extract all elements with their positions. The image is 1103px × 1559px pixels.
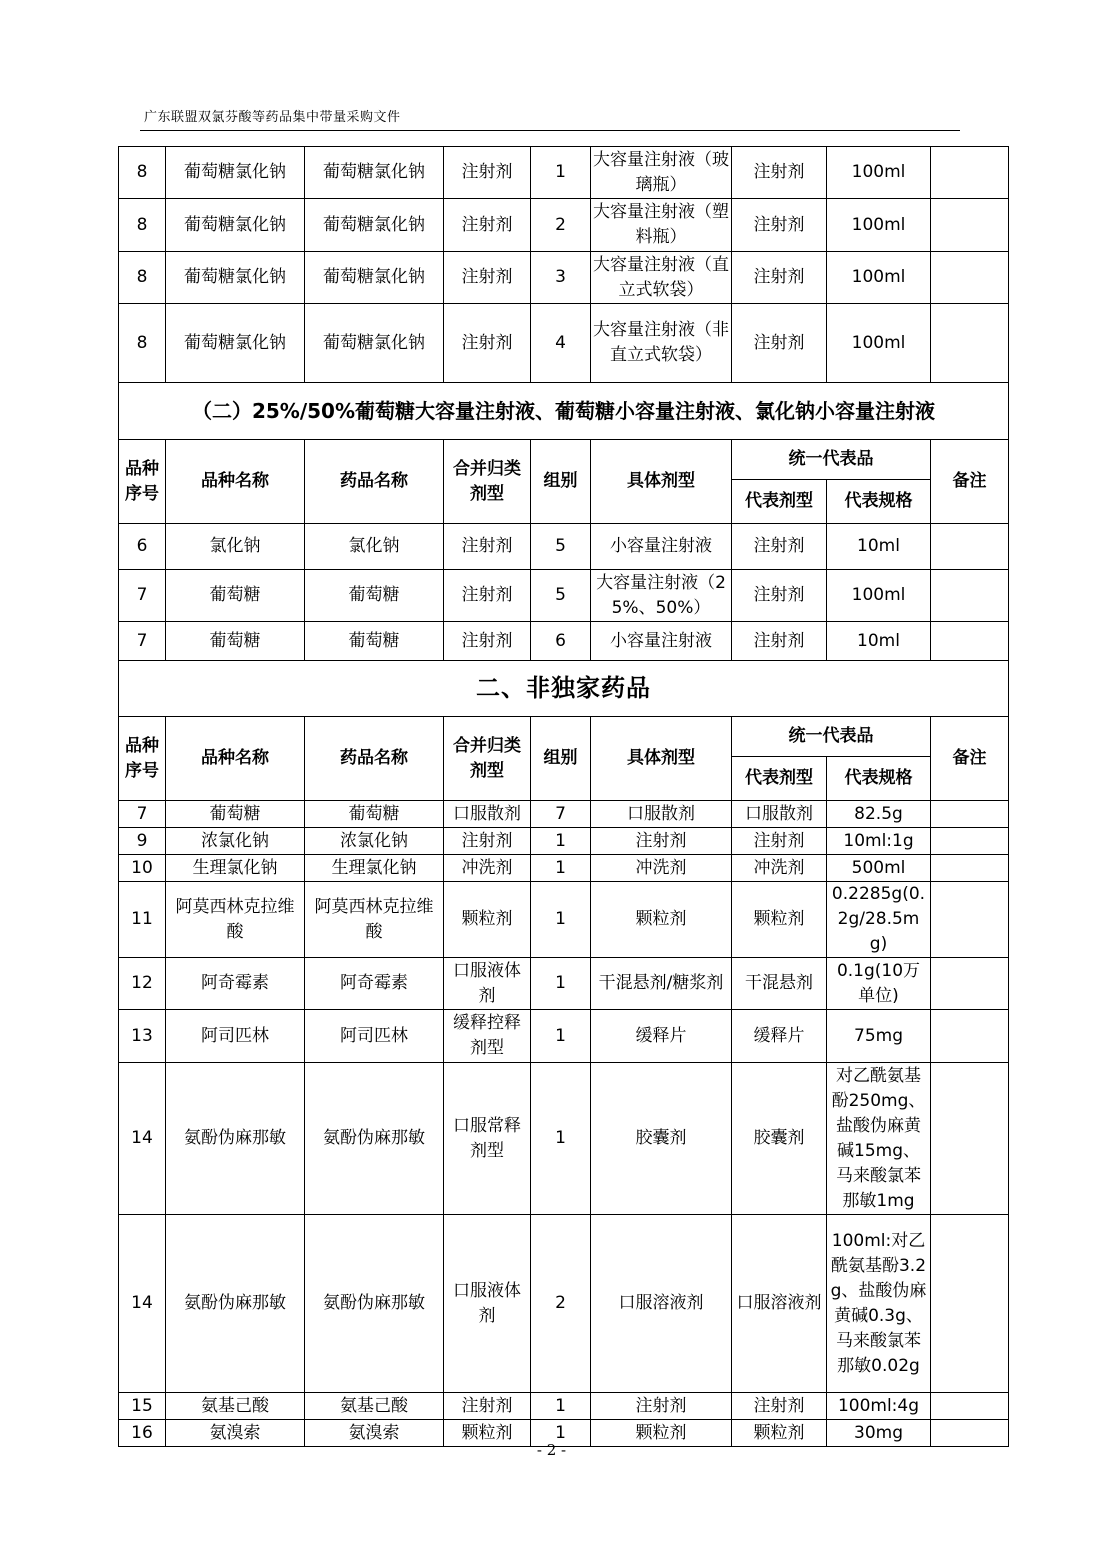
cell-seq: 13 [119,1010,166,1063]
cell-drug: 阿奇霉素 [305,958,444,1010]
table-row [119,147,1009,199]
cell-group: 3 [531,252,591,304]
cell-note [931,855,1009,882]
table2-body [119,524,1009,661]
cell-rep-spec: 100ml:对乙酰氨基酚3.2g、盐酸伪麻黄碱0.3g、马来酸氯苯那敏0.02g [827,1215,931,1393]
column-header-form: 具体剂型 [591,717,732,801]
cell-merged: 口服常释剂型 [444,1063,531,1215]
cell-group: 1 [531,828,591,855]
cell-seq: 7 [119,622,166,661]
cell-group: 1 [531,882,591,958]
cell-variety: 氯化钠 [166,524,305,570]
cell-note [931,252,1009,304]
column-header-rep: 统一代表品 [732,440,931,480]
table-row [119,1215,1009,1393]
cell-variety: 葡萄糖 [166,801,305,828]
cell-merged: 注射剂 [444,252,531,304]
cell-variety: 阿奇霉素 [166,958,305,1010]
column-header-variety: 品种名称 [166,717,305,801]
cell-form: 口服散剂 [591,801,732,828]
cell-rep-spec: 100ml [827,199,931,252]
column-header-form: 具体剂型 [591,440,732,524]
table2-header [119,440,1009,524]
table3-header [119,717,1009,801]
cell-merged: 口服液体剂 [444,958,531,1010]
cell-drug: 浓氯化钠 [305,828,444,855]
cell-note [931,1393,1009,1420]
cell-note [931,570,1009,622]
cell-note [931,828,1009,855]
cell-rep-form: 注射剂 [732,524,827,570]
cell-drug: 阿莫西林克拉维酸 [305,882,444,958]
cell-drug: 氨酚伪麻那敏 [305,1063,444,1215]
cell-seq: 8 [119,304,166,383]
header-row [119,717,1009,757]
cell-group: 6 [531,622,591,661]
cell-note [931,524,1009,570]
column-header-drug: 药品名称 [305,440,444,524]
cell-drug: 葡萄糖 [305,570,444,622]
cell-rep-spec: 0.1g(10万单位) [827,958,931,1010]
header-row [119,440,1009,480]
cell-variety: 氨酚伪麻那敏 [166,1215,305,1393]
table-row [119,252,1009,304]
drug-procurement-table [118,146,1009,1447]
cell-form: 注射剂 [591,1393,732,1420]
column-header-rep-form: 代表剂型 [732,480,827,524]
cell-seq: 9 [119,828,166,855]
cell-rep-form: 注射剂 [732,570,827,622]
column-header-rep-spec: 代表规格 [827,757,931,801]
cell-merged: 冲洗剂 [444,855,531,882]
cell-merged: 注射剂 [444,199,531,252]
table1-body [119,147,1009,383]
section2-block [119,661,1009,717]
table-row [119,1010,1009,1063]
cell-rep-spec: 30mg [827,1420,931,1447]
table-row [119,828,1009,855]
column-header-variety: 品种名称 [166,440,305,524]
cell-variety: 浓氯化钠 [166,828,305,855]
cell-note [931,622,1009,661]
cell-form: 颗粒剂 [591,882,732,958]
cell-drug: 氯化钠 [305,524,444,570]
cell-group: 7 [531,801,591,828]
cell-seq: 6 [119,524,166,570]
cell-form: 小容量注射液 [591,622,732,661]
table-row [119,570,1009,622]
cell-merged: 口服散剂 [444,801,531,828]
column-header-rep-spec: 代表规格 [827,480,931,524]
cell-rep-form: 冲洗剂 [732,855,827,882]
column-header-rep: 统一代表品 [732,717,931,757]
table-row [119,622,1009,661]
column-header-drug: 药品名称 [305,717,444,801]
cell-note [931,1010,1009,1063]
cell-rep-form: 注射剂 [732,1393,827,1420]
cell-rep-spec: 100ml:4g [827,1393,931,1420]
cell-seq: 8 [119,147,166,199]
cell-group: 1 [531,1393,591,1420]
cell-variety: 葡萄糖氯化钠 [166,252,305,304]
cell-variety: 葡萄糖氯化钠 [166,304,305,383]
cell-drug: 葡萄糖 [305,622,444,661]
cell-merged: 注射剂 [444,524,531,570]
cell-note [931,1215,1009,1393]
cell-group: 5 [531,524,591,570]
table-row [119,882,1009,958]
cell-form: 冲洗剂 [591,855,732,882]
column-header-merged: 合并归类剂型 [444,717,531,801]
cell-form: 大容量注射液（非直立式软袋） [591,304,732,383]
cell-drug: 葡萄糖氯化钠 [305,147,444,199]
cell-note [931,801,1009,828]
cell-form: 大容量注射液（塑料瓶） [591,199,732,252]
column-header-seq: 品种序号 [119,440,166,524]
table-row [119,801,1009,828]
cell-note [931,304,1009,383]
cell-rep-spec: 10ml [827,524,931,570]
cell-form: 颗粒剂 [591,1420,732,1447]
section1-block [119,383,1009,440]
cell-rep-spec: 10ml [827,622,931,661]
cell-group: 1 [531,147,591,199]
cell-seq: 15 [119,1393,166,1420]
cell-variety: 阿莫西林克拉维酸 [166,882,305,958]
cell-rep-spec: 100ml [827,252,931,304]
column-header-group: 组别 [531,717,591,801]
cell-variety: 氨溴索 [166,1420,305,1447]
table-row [119,1393,1009,1420]
cell-variety: 葡萄糖氯化钠 [166,199,305,252]
cell-rep-form: 注射剂 [732,252,827,304]
cell-seq: 14 [119,1063,166,1215]
cell-drug: 阿司匹林 [305,1010,444,1063]
cell-group: 1 [531,1420,591,1447]
cell-form: 小容量注射液 [591,524,732,570]
cell-rep-form: 干混悬剂 [732,958,827,1010]
table-row [119,855,1009,882]
cell-group: 1 [531,855,591,882]
page-number: - 2 - [536,1441,567,1459]
column-header-merged: 合并归类剂型 [444,440,531,524]
cell-rep-spec: 100ml [827,304,931,383]
cell-variety: 葡萄糖氯化钠 [166,147,305,199]
cell-merged: 注射剂 [444,828,531,855]
cell-rep-spec: 10ml:1g [827,828,931,855]
column-header-group: 组别 [531,440,591,524]
cell-rep-spec: 82.5g [827,801,931,828]
table-row [119,1063,1009,1215]
cell-variety: 阿司匹林 [166,1010,305,1063]
cell-merged: 缓释控释剂型 [444,1010,531,1063]
cell-variety: 葡萄糖 [166,570,305,622]
cell-note [931,147,1009,199]
cell-form: 大容量注射液（25%、50%） [591,570,732,622]
cell-rep-form: 缓释片 [732,1010,827,1063]
table-row [119,304,1009,383]
cell-rep-spec: 100ml [827,147,931,199]
cell-seq: 14 [119,1215,166,1393]
cell-rep-form: 注射剂 [732,147,827,199]
cell-rep-spec: 75mg [827,1010,931,1063]
cell-group: 1 [531,1063,591,1215]
cell-rep-form: 注射剂 [732,828,827,855]
cell-seq: 8 [119,199,166,252]
header-divider [140,130,960,131]
column-header-seq: 品种序号 [119,717,166,801]
table-row [119,199,1009,252]
cell-seq: 12 [119,958,166,1010]
cell-drug: 氨酚伪麻那敏 [305,1215,444,1393]
section1-title: （二）25%/50%葡萄糖大容量注射液、葡萄糖小容量注射液、氯化钠小容量注射液 [119,383,1009,440]
cell-note [931,958,1009,1010]
section2-title: 二、非独家药品 [119,661,1009,717]
cell-group: 2 [531,199,591,252]
cell-group: 4 [531,304,591,383]
cell-group: 1 [531,958,591,1010]
cell-drug: 葡萄糖 [305,801,444,828]
cell-group: 1 [531,1010,591,1063]
cell-drug: 葡萄糖氯化钠 [305,252,444,304]
cell-form: 胶囊剂 [591,1063,732,1215]
cell-variety: 葡萄糖 [166,622,305,661]
cell-note [931,882,1009,958]
cell-rep-spec: 对乙酰氨基酚250mg、盐酸伪麻黄碱15mg、马来酸氯苯那敏1mg [827,1063,931,1215]
cell-group: 5 [531,570,591,622]
cell-drug: 生理氯化钠 [305,855,444,882]
cell-drug: 氨溴索 [305,1420,444,1447]
cell-variety: 生理氯化钠 [166,855,305,882]
cell-merged: 颗粒剂 [444,1420,531,1447]
document-header: 广东联盟双氯芬酸等药品集中带量采购文件 [144,110,401,125]
cell-rep-form: 注射剂 [732,622,827,661]
cell-seq: 16 [119,1420,166,1447]
cell-note [931,199,1009,252]
cell-merged: 注射剂 [444,622,531,661]
cell-seq: 7 [119,570,166,622]
column-header-note: 备注 [931,717,1009,801]
cell-drug: 葡萄糖氯化钠 [305,304,444,383]
table-row [119,524,1009,570]
cell-drug: 葡萄糖氯化钠 [305,199,444,252]
section-title-row [119,383,1009,440]
cell-seq: 10 [119,855,166,882]
cell-rep-spec: 500ml [827,855,931,882]
column-header-note: 备注 [931,440,1009,524]
cell-rep-form: 注射剂 [732,199,827,252]
cell-form: 缓释片 [591,1010,732,1063]
cell-rep-form: 口服溶液剂 [732,1215,827,1393]
cell-form: 口服溶液剂 [591,1215,732,1393]
cell-merged: 颗粒剂 [444,882,531,958]
cell-rep-form: 颗粒剂 [732,882,827,958]
cell-merged: 注射剂 [444,147,531,199]
cell-rep-spec: 100ml [827,570,931,622]
cell-form: 注射剂 [591,828,732,855]
cell-rep-form: 注射剂 [732,304,827,383]
cell-group: 2 [531,1215,591,1393]
cell-merged: 注射剂 [444,1393,531,1420]
cell-rep-form: 胶囊剂 [732,1063,827,1215]
section-title-row [119,661,1009,717]
cell-merged: 注射剂 [444,570,531,622]
cell-seq: 7 [119,801,166,828]
cell-variety: 氨酚伪麻那敏 [166,1063,305,1215]
cell-merged: 口服液体剂 [444,1215,531,1393]
table-row [119,958,1009,1010]
cell-rep-spec: 0.2285g(0.2g/28.5mg) [827,882,931,958]
cell-variety: 氨基己酸 [166,1393,305,1420]
cell-seq: 11 [119,882,166,958]
column-header-rep-form: 代表剂型 [732,757,827,801]
cell-seq: 8 [119,252,166,304]
cell-form: 大容量注射液（玻璃瓶） [591,147,732,199]
cell-form: 干混悬剂/糖浆剂 [591,958,732,1010]
cell-note [931,1063,1009,1215]
cell-rep-form: 颗粒剂 [732,1420,827,1447]
cell-merged: 注射剂 [444,304,531,383]
cell-drug: 氨基己酸 [305,1393,444,1420]
cell-form: 大容量注射液（直立式软袋） [591,252,732,304]
table3-body [119,801,1009,1447]
cell-rep-form: 口服散剂 [732,801,827,828]
